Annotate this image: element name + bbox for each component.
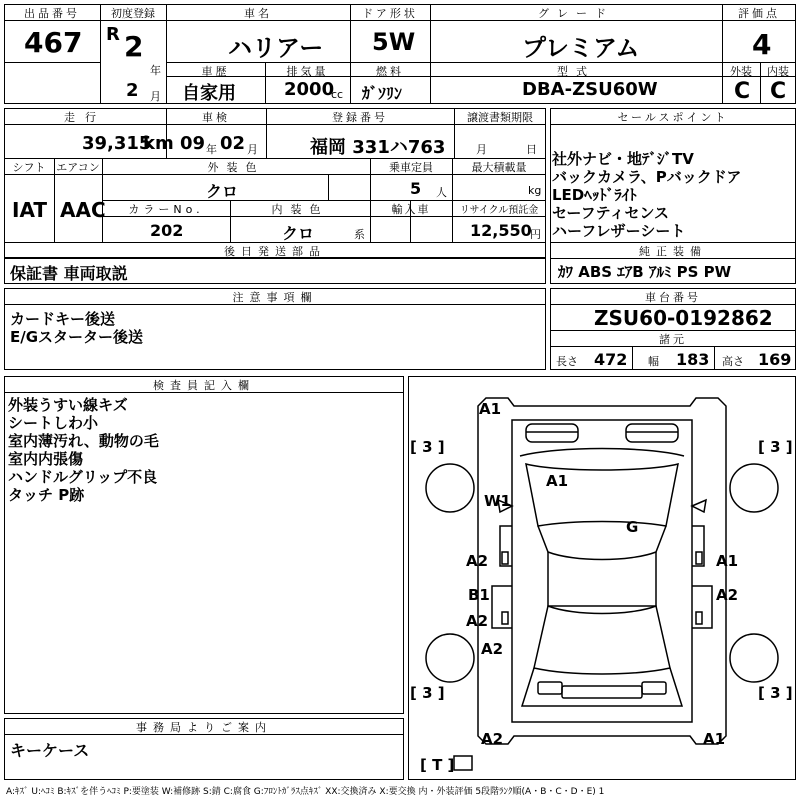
mark-left-quarter-a2: A2 — [481, 640, 504, 658]
car-name-label: 車名 — [244, 7, 272, 20]
inspection-label: 車検 — [202, 111, 230, 124]
ext-label: 外装 — [730, 65, 752, 78]
tire-front-left-rating: [ 3 ] — [410, 438, 445, 456]
plate-label: 登録番号 — [332, 111, 388, 124]
sales-point-item: セーフティセンス — [552, 204, 670, 222]
model-label: 型式 — [557, 65, 595, 78]
inspector-line: 室内内張傷 — [8, 450, 84, 468]
plate-number: 福岡 331ハ763 — [310, 137, 446, 158]
transfer-day: 日 — [526, 143, 537, 156]
office-label: 事務局よりご案内 — [136, 721, 272, 734]
inspector-line: タッチ P跡 — [8, 486, 85, 504]
car-name: ハリアー — [228, 34, 324, 62]
capacity-label: 乗車定員 — [389, 161, 433, 174]
details-block — [4, 108, 546, 258]
lot-number: 467 — [24, 26, 83, 59]
later-parts-text: 保証書 車両取説 — [10, 264, 128, 283]
shift-label: シフト — [12, 161, 46, 174]
sales-point-item: 社外ナビ・地ﾃﾞｼﾞTV — [552, 150, 694, 168]
mark-right-front-a1: A1 — [716, 552, 739, 570]
capacity: 5 — [410, 179, 422, 198]
int-label: 内装 — [767, 65, 789, 78]
score: 4 — [752, 28, 772, 61]
tire-rear-left-rating: [ 3 ] — [410, 684, 445, 702]
door-type: 5W — [372, 28, 416, 56]
door-label: ドア形状 — [362, 7, 418, 20]
width-label: 幅 — [648, 355, 659, 368]
inspector-label: 検査員記入欄 — [153, 379, 255, 392]
first-reg-label: 初度登録 — [111, 7, 155, 20]
recycle-label: リサイクル預託金 — [459, 205, 539, 216]
cc-unit: cc — [331, 88, 344, 101]
interior-color: クロ — [282, 224, 315, 243]
notes-line: カードキー後送 — [10, 310, 116, 328]
model-code: DBA-ZSU60W — [522, 79, 658, 100]
transfer-month: 月 — [476, 143, 487, 156]
history: 自家用 — [182, 83, 236, 104]
height-label: 高さ — [722, 355, 744, 368]
color-no-label: カラーNo. — [128, 203, 204, 216]
spec-label: 諸元 — [659, 333, 687, 346]
inspection-year-unit: 年 — [206, 143, 217, 156]
sales-points-label: セールスポイント — [617, 111, 729, 124]
ac: AAC — [60, 198, 106, 222]
sales-point-item: バックカメラ、Pバックドア — [552, 168, 742, 186]
score-label: 評価点 — [738, 7, 780, 20]
displacement: 2000 — [284, 79, 335, 100]
height-value: 169 — [758, 350, 792, 369]
sales-point-item: ハーフレザーシート — [552, 222, 686, 240]
color: クロ — [206, 182, 239, 201]
car-diagram — [408, 376, 796, 780]
mark-bottom-left-a2: A2 — [481, 730, 504, 748]
inspector-line: ハンドルグリップ不良 — [8, 468, 158, 486]
inspection-year: 09 — [180, 133, 206, 154]
era: R — [106, 24, 120, 45]
first-reg-month: 2 — [126, 80, 139, 101]
mark-roof-a1: A1 — [546, 472, 569, 490]
inspection-month: 02 — [220, 133, 246, 154]
person-unit: 人 — [436, 186, 447, 199]
mark-w1: W1 — [484, 492, 511, 510]
yen-unit: 円 — [530, 228, 541, 241]
sales-point-item: LEDﾍｯﾄﾞﾗｲﾄ — [552, 186, 637, 204]
mark-b1: B1 — [468, 586, 490, 604]
equipment-label: 純正装備 — [639, 245, 707, 258]
history-label: 車歴 — [201, 65, 230, 78]
mark-front-a1: A1 — [479, 400, 502, 418]
mileage-label: 走行 — [64, 111, 106, 124]
kg-unit: kg — [528, 184, 542, 197]
interior-color-label: 内装色 — [271, 203, 329, 216]
shift: IAT — [12, 198, 48, 222]
fuel: ｶﾞｿﾘﾝ — [362, 84, 403, 103]
grade-label: グレード — [538, 7, 614, 20]
mark-right-rear-a2: A2 — [716, 586, 739, 604]
ac-label: エアコン — [56, 161, 100, 174]
mileage: 39,315 — [82, 133, 152, 154]
tire-rear-right-rating: [ 3 ] — [758, 684, 793, 702]
office-text: キーケース — [10, 741, 90, 760]
notes-line: E/Gスターター後送 — [10, 328, 144, 346]
width-value: 183 — [676, 350, 710, 369]
year-unit: 年 — [150, 64, 161, 77]
color-label: 外装色 — [207, 161, 265, 174]
lot-label: 出品番号 — [24, 7, 80, 20]
transfer-label: 譲渡書類期限 — [467, 111, 533, 124]
tire-front-right-rating: [ 3 ] — [758, 438, 793, 456]
length-label: 長さ — [556, 355, 578, 368]
inspector-line: シートしわ小 — [8, 414, 99, 432]
equipment-text: ｶﾜ ABS ｴｱB ｱﾙﾐ PS PW — [558, 263, 732, 281]
chassis-label: 車台番号 — [645, 291, 701, 304]
grade: プレミアム — [522, 34, 640, 62]
length-value: 472 — [594, 350, 628, 369]
color-no: 202 — [150, 221, 184, 240]
legend: A:ｷｽﾞ U:ﾍｺﾐ B:ｷｽﾞを伴うﾍｺﾐ P:要塗装 W:補修跡 S:錆 C:腐食 G:ﾌﾛﾝﾄｶﾞﾗｽ点ｷｽﾞ XX:交換済み X:要交換 内・外装評価 5段階ﾗﾝｸ順(A・B・C・D・E) 1 — [6, 787, 605, 797]
later-parts-label: 後日発送部品 — [224, 245, 326, 258]
spare-tire-rating: [ T ] — [420, 756, 455, 774]
kei-unit: 系 — [354, 228, 365, 241]
inspector-line: 室内薄汚れ、動物の毛 — [8, 432, 159, 450]
recycle-amount: 12,550 — [470, 221, 532, 240]
mark-left-front-a2: A2 — [466, 552, 489, 570]
int-grade: C — [770, 79, 787, 104]
mark-bottom-right-a1: A1 — [703, 730, 726, 748]
chassis-number: ZSU60-0192862 — [594, 306, 773, 330]
km-unit: km — [143, 133, 174, 154]
notes-label: 注意事項欄 — [232, 291, 318, 304]
displacement-label: 排気量 — [286, 65, 329, 78]
import-label: 輸入車 — [391, 203, 431, 216]
inspector-line: 外装うすい線キズ — [8, 396, 128, 414]
mark-g: G — [626, 518, 639, 536]
mark-left-rear-a2: A2 — [466, 612, 489, 630]
first-reg-year: 2 — [124, 30, 144, 63]
month-unit: 月 — [150, 90, 161, 103]
inspection-month-unit: 月 — [247, 143, 258, 156]
fuel-label: 燃料 — [376, 65, 404, 78]
load-label: 最大積載量 — [471, 161, 527, 174]
ext-grade: C — [734, 79, 751, 104]
